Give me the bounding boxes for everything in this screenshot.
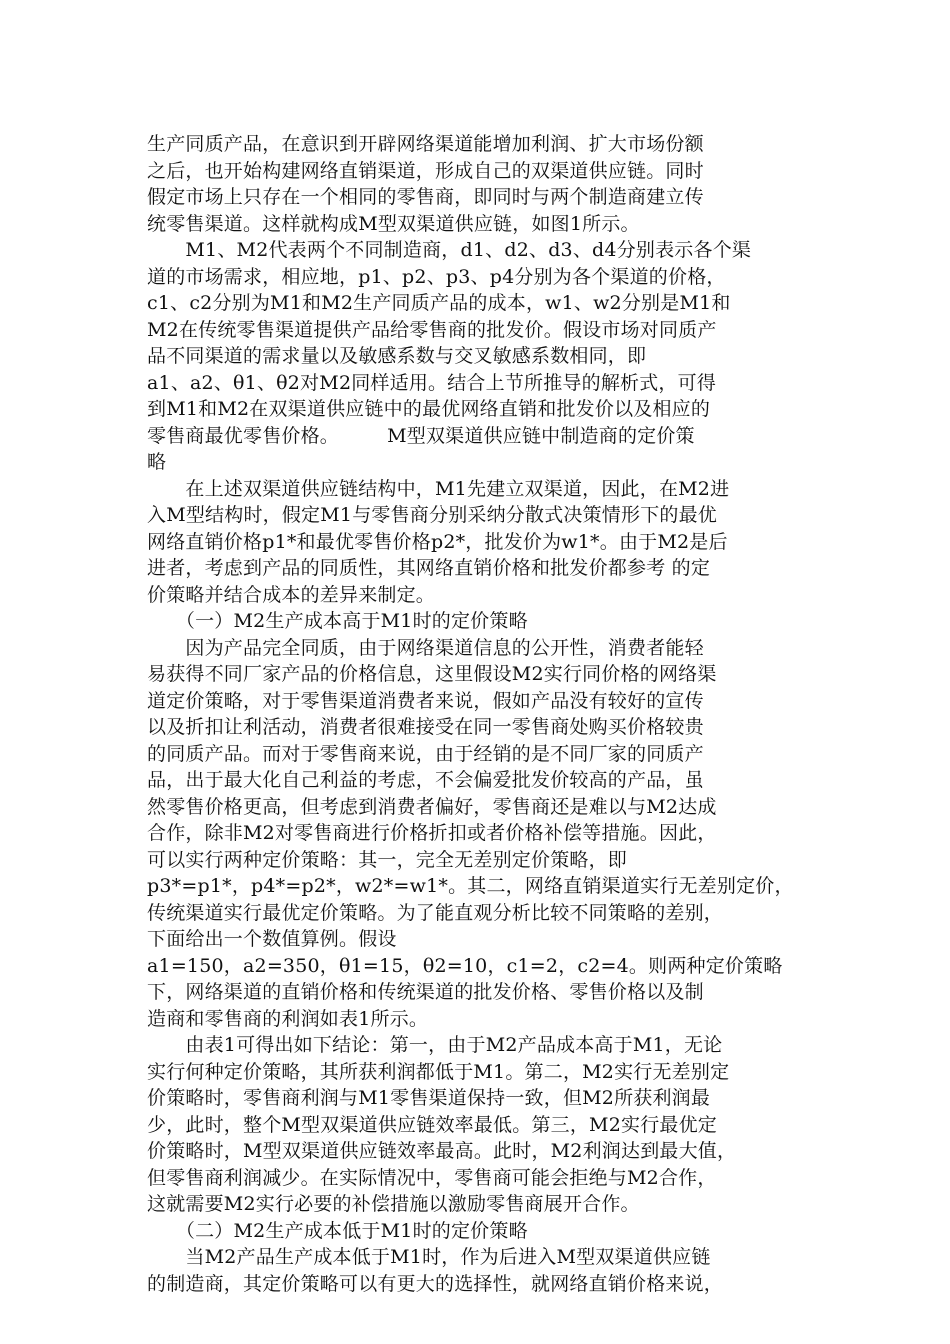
text-line: M1、M2代表两个不同制造商，d1、d2、d3、d4分别表示各个渠 xyxy=(147,239,752,261)
text-line: 进者，考虑到产品的同质性，其网络直销价格和批发价都参考 的定 xyxy=(147,557,711,579)
text-line: 合作，除非M2对零售商进行价格折扣或者价格补偿等措施。因此， xyxy=(147,822,717,844)
text-line: 传统渠道实行最优定价策略。为了能直观分析比较不同策略的差别， xyxy=(147,901,724,924)
text-line: 之后，也开始构建网络直销渠道，形成自己的双渠道供应链。同时 xyxy=(147,159,704,182)
text-line: 在上述双渠道供应链结构中，M1先建立双渠道，因此，在M2进 xyxy=(147,477,730,500)
text-line: 的制造商，其定价策略可以有更大的选择性，就网络直销价格来说， xyxy=(147,1272,724,1295)
text-line: 实行何种定价策略，其所获利润都低于M1。第二，M2实行无差别定 xyxy=(147,1060,730,1083)
text-line: 到M1和M2在双渠道供应链中的最优网络直销和批发价以及相应的 xyxy=(147,398,711,420)
text-line: 易获得不同厂家产品的价格信息，这里假设M2实行同价格的网络渠 xyxy=(147,663,717,685)
text-line: 价策略并结合成本的差异来制定。 xyxy=(147,583,436,606)
text-line: a1、a2、θ1、θ2对M2同样适用。结合上节所推导的解析式，可得 xyxy=(147,371,717,394)
body-text xyxy=(147,131,817,1297)
text-line: 生产同质产品，在意识到开辟网络渠道能增加利润、扩大市场份额 xyxy=(147,133,704,155)
text-line: 略 xyxy=(147,451,167,473)
text-line: 价策略时，零售商利润与M1零售渠道保持一致，但M2所获利润最 xyxy=(147,1087,711,1109)
text-line: 网络直销价格p1*和最优零售价格p2*，批发价为w1*。由于M2是后 xyxy=(147,530,728,553)
text-line: c1、c2分别为M1和M2生产同质产品的成本，w1、w2分别是M1和 xyxy=(147,292,731,314)
text-line: 可以实行两种定价策略：其一，完全无差别定价策略，即 xyxy=(147,848,628,871)
text-line: 入M型结构时，假定M1与零售商分别采纳分散式决策情形下的最优 xyxy=(147,504,717,526)
text-line: 下面给出一个数值算例。假设 xyxy=(147,928,397,950)
section-heading: （二）M2生产成本低于M1时的定价策略 xyxy=(147,1219,528,1242)
text-line: 统零售渠道。这样就构成M型双渠道供应链，如图1所示。 xyxy=(147,212,640,235)
text-line: 价策略时，M型双渠道供应链效率最高。此时，M2利润达到最大值， xyxy=(147,1140,737,1162)
text-line: 因为产品完全同质，由于网络渠道信息的公开性，消费者能轻 xyxy=(147,636,704,659)
text-line: a1=150，a2=350，θ1=15，θ2=10，c1=2，c2=4。则两种定价策略 xyxy=(147,954,783,977)
text-line: 以及折扣让利活动，消费者很难接受在同一零售商处购买价格较贵 xyxy=(147,716,704,738)
text-line: 道的市场需求，相应地，p1、p2、p3、p4分别为各个渠道的价格， xyxy=(147,265,726,288)
text-line: 由表1可得出如下结论：第一，由于M2产品成本高于M1，无论 xyxy=(147,1034,723,1056)
text-line: 下，网络渠道的直销价格和传统渠道的批发价格、零售价格以及制 xyxy=(147,981,704,1003)
text-line: 品，出于最大化自己利益的考虑，不会偏爱批发价较高的产品，虽 xyxy=(147,769,704,791)
text-line: p3*=p1*，p4*=p2*，w2*=w1*。其二，网络直销渠道实行无差别定价， xyxy=(147,875,794,897)
section-heading: （一）M2生产成本高于M1时的定价策略 xyxy=(147,610,528,632)
text-line: 零售商最优零售价格。 M型双渠道供应链中制造商的定价策 xyxy=(147,424,695,447)
text-line: 的同质产品。而对于零售商来说，由于经销的是不同厂家的同质产 xyxy=(147,742,704,765)
text-line: 造商和零售商的利润如表1所示。 xyxy=(147,1007,429,1030)
text-line: 这就需要M2实行必要的补偿措施以激励零售商展开合作。 xyxy=(147,1193,640,1215)
text-line: 假定市场上只存在一个相同的零售商，即同时与两个制造商建立传 xyxy=(147,186,704,208)
text-line: 然零售价格更高，但考虑到消费者偏好，零售商还是难以与M2达成 xyxy=(147,795,717,818)
text-line: 少，此时，整个M型双渠道供应链效率最低。第三，M2实行最优定 xyxy=(147,1113,717,1136)
text-line: 品不同渠道的需求量以及敏感系数与交叉敏感系数相同，即 xyxy=(147,345,647,367)
text-line: 道定价策略，对于零售渠道消费者来说，假如产品没有较好的宣传 xyxy=(147,689,704,712)
text-line: M2在传统零售渠道提供产品给零售商的批发价。假设市场对同质产 xyxy=(147,318,717,341)
text-line: 但零售商利润减少。在实际情况中，零售商可能会拒绝与M2合作， xyxy=(147,1166,717,1189)
text-line: 当M2产品生产成本低于M1时，作为后进入M型双渠道供应链 xyxy=(147,1246,711,1268)
